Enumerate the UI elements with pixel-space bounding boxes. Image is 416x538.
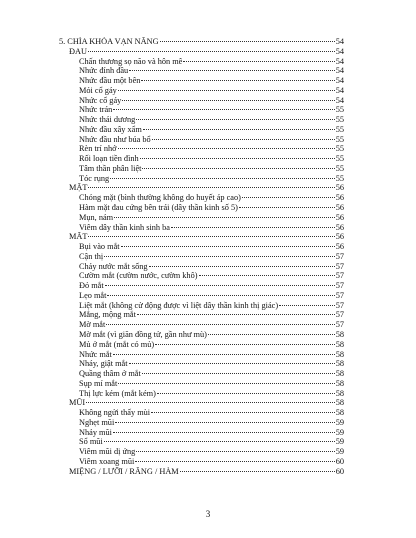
dot-leader — [122, 100, 334, 101]
toc-entry-label: MẮT — [69, 232, 88, 242]
toc-entry[interactable] — [59, 369, 344, 379]
toc-entry-label: Rèn trí nhớ — [79, 144, 117, 154]
toc-entry[interactable] — [59, 135, 344, 145]
toc-entry-label: Chóng mặt (bình thường không do huyết áp cao) — [79, 193, 241, 203]
toc-entry-label: Nhảy mũi — [79, 427, 112, 437]
toc-section-entry[interactable] — [59, 398, 344, 408]
dot-leader — [155, 344, 335, 345]
dot-leader — [88, 51, 335, 52]
toc-entry[interactable] — [59, 125, 344, 135]
toc-entry-page: 59 — [335, 427, 344, 437]
dot-leader — [141, 80, 334, 81]
toc-entry-page: 57 — [335, 281, 344, 291]
toc-entry-label: Mỏi cổ gáy — [79, 85, 117, 95]
toc-entry-label: MIỆNG / LƯỠI / RĂNG / HÀM — [69, 466, 179, 476]
toc-entry-label: Tóc rụng — [79, 173, 110, 183]
toc-entry-label: Nhức trán — [79, 105, 113, 115]
dot-leader — [142, 373, 335, 374]
toc-entry[interactable] — [59, 262, 344, 272]
toc-entry[interactable] — [59, 291, 344, 301]
toc-entry-label: Nghẹt mũi — [79, 417, 115, 427]
toc-entry-page: 57 — [335, 271, 344, 281]
toc-entry-page: 54 — [335, 46, 344, 56]
toc-entry-page: 55 — [335, 163, 344, 173]
toc-entry-label: Nhức đầu như búa bổ — [79, 134, 151, 144]
toc-entry-page: 55 — [335, 124, 344, 134]
toc-entry-page: 54 — [335, 66, 344, 76]
toc-entry-label: Hàm mặt đau cứng bên trái (dây thần kinh số 5) — [79, 203, 238, 213]
toc-entry-label: Tâm thần phân liệt — [79, 163, 142, 173]
toc-entry-page: 60 — [335, 456, 344, 466]
toc-entry-page: 58 — [335, 369, 344, 379]
dot-leader — [140, 158, 335, 159]
dot-leader — [149, 266, 335, 267]
toc-entry[interactable] — [59, 408, 344, 418]
toc-entry-page: 58 — [335, 388, 344, 398]
toc-entry-page: 55 — [335, 134, 344, 144]
dot-leader — [106, 324, 334, 325]
toc-entry-page: 56 — [335, 193, 344, 203]
dot-leader — [135, 461, 334, 462]
toc-entry-page: 59 — [335, 437, 344, 447]
toc-entry[interactable] — [59, 174, 344, 184]
dot-leader — [113, 354, 335, 355]
toc-entry[interactable] — [59, 86, 344, 96]
dot-leader — [242, 197, 335, 198]
dot-leader — [171, 227, 335, 228]
toc-entry-label: Cận thị — [79, 251, 104, 261]
toc-entry[interactable] — [59, 389, 344, 399]
toc-entry[interactable] — [59, 310, 344, 320]
toc-entry-label: 5. CHÌA KHÓA VẠN NĂNG — [59, 37, 159, 46]
toc-entry-label: Sổ mũi — [79, 437, 103, 447]
toc-entry-page: 54 — [335, 37, 344, 46]
toc-entry-label: Lẹo mắt — [79, 290, 107, 300]
table-of-contents — [59, 37, 344, 476]
toc-entry-label: MẶT — [69, 183, 88, 193]
toc-entry-page: 59 — [335, 447, 344, 457]
dot-leader — [129, 363, 335, 364]
dot-leader — [199, 275, 335, 276]
toc-entry-label: Nhức đầu một bên — [79, 76, 141, 86]
toc-entry[interactable] — [59, 281, 344, 291]
toc-entry-page: 55 — [335, 154, 344, 164]
toc-entry[interactable] — [59, 301, 344, 311]
dot-leader — [104, 256, 335, 257]
toc-entry[interactable] — [59, 144, 344, 154]
toc-entry-label: Nhức đỉnh đầu — [79, 66, 129, 76]
toc-entry-label: Mờ mắt — [79, 320, 106, 330]
toc-entry[interactable] — [59, 457, 344, 467]
toc-entry-label: Bụi vào mắt — [79, 242, 120, 252]
toc-entry-page: 55 — [335, 144, 344, 154]
toc-entry-page: 57 — [335, 290, 344, 300]
toc-entry[interactable] — [59, 252, 344, 262]
dot-leader — [114, 217, 335, 218]
toc-entry-page: 58 — [335, 398, 344, 408]
toc-entry[interactable] — [59, 242, 344, 252]
toc-entry-label: Viêm mũi dị ứng — [79, 447, 136, 457]
toc-entry-page: 54 — [335, 85, 344, 95]
toc-entry[interactable] — [59, 271, 344, 281]
toc-entry-page: 55 — [335, 173, 344, 183]
toc-entry[interactable] — [59, 66, 344, 76]
toc-section-entry[interactable] — [59, 47, 344, 57]
toc-entry-page: 58 — [335, 349, 344, 359]
toc-entry-page: 58 — [335, 339, 344, 349]
toc-entry-page: 57 — [335, 251, 344, 261]
toc-section-entry[interactable] — [59, 467, 344, 477]
toc-entry-label: Liệt mắt (không cử động được vì liệt dây thần kinh thị giác) — [79, 300, 279, 310]
toc-entry-page: 56 — [335, 222, 344, 232]
toc-entry[interactable] — [59, 115, 344, 125]
toc-entry[interactable] — [59, 359, 344, 369]
dot-leader — [118, 383, 334, 384]
toc-entry[interactable] — [59, 105, 344, 115]
toc-entry-page: 60 — [335, 466, 344, 476]
dot-leader — [118, 148, 335, 149]
toc-entry[interactable] — [59, 330, 344, 340]
toc-entry-label: ĐAU — [69, 46, 87, 56]
toc-entry-page: 56 — [335, 212, 344, 222]
toc-entry-page: 57 — [335, 300, 344, 310]
toc-entry-page: 54 — [335, 76, 344, 86]
toc-entry-page: 55 — [335, 105, 344, 115]
page-number: 3 — [205, 509, 211, 519]
dot-leader — [107, 295, 334, 296]
dot-leader — [115, 422, 334, 423]
toc-entry[interactable] — [59, 379, 344, 389]
toc-entry[interactable] — [59, 76, 344, 86]
toc-entry[interactable] — [59, 223, 344, 233]
dot-leader — [110, 178, 335, 179]
toc-entry-page: 58 — [335, 408, 344, 418]
toc-entry-label: MŨI — [69, 398, 86, 408]
toc-entry-label: Nhức đầu xây xẩm — [79, 124, 142, 134]
toc-entry-page: 57 — [335, 320, 344, 330]
toc-entry[interactable] — [59, 428, 344, 438]
toc-entry-page: 58 — [335, 329, 344, 339]
toc-entry[interactable] — [59, 437, 344, 447]
toc-entry-label: Viêm xoang mũi — [79, 456, 135, 466]
toc-entry-page: 58 — [335, 359, 344, 369]
dot-leader — [88, 236, 334, 237]
toc-entry[interactable] — [59, 340, 344, 350]
toc-entry-label: Cườm mắt (cườm nước, cườm khô) — [79, 271, 198, 281]
dot-leader — [157, 393, 335, 394]
toc-entry-page: 58 — [335, 378, 344, 388]
dot-leader — [104, 441, 335, 442]
dot-leader — [113, 432, 335, 433]
dot-leader — [183, 61, 334, 62]
toc-entry-label: Nháy, giật mắt — [79, 359, 128, 369]
dot-leader — [136, 119, 334, 120]
dot-leader — [208, 334, 335, 335]
toc-entry[interactable] — [59, 193, 344, 203]
dot-leader — [279, 305, 335, 306]
toc-entry-label: Rối loạn tiền đình — [79, 154, 139, 164]
dot-leader — [86, 402, 335, 403]
toc-entry[interactable] — [59, 96, 344, 106]
toc-entry-label: Mụn, nám — [79, 212, 114, 222]
toc-entry-label: Nhức mắt — [79, 349, 112, 359]
toc-entry-page: 59 — [335, 417, 344, 427]
toc-entry-label: Thị lực kém (mắt kém) — [79, 388, 156, 398]
toc-entry[interactable] — [59, 213, 344, 223]
toc-entry-label: Quầng thâm ở mắt — [79, 369, 141, 379]
toc-entry[interactable] — [59, 447, 344, 457]
dot-leader — [118, 90, 335, 91]
toc-entry-page: 55 — [335, 115, 344, 125]
dot-leader — [143, 129, 335, 130]
toc-entry[interactable] — [59, 57, 344, 67]
toc-entry-label: Mắng, mộng mắt — [79, 310, 136, 320]
toc-entry-label: Chấn thương sọ não và hôn mê — [79, 56, 183, 66]
dot-leader — [180, 471, 335, 472]
dot-leader — [136, 451, 334, 452]
dot-leader — [151, 412, 335, 413]
toc-entry-page: 57 — [335, 261, 344, 271]
toc-entry-label: Không ngửi thấy mùi — [79, 408, 151, 418]
toc-entry-page: 56 — [335, 232, 344, 242]
toc-entry-label: Chảy nước mắt sống — [79, 261, 148, 271]
dot-leader — [113, 109, 334, 110]
toc-entry[interactable] — [59, 203, 344, 213]
dot-leader — [239, 207, 335, 208]
dot-leader — [121, 246, 335, 247]
toc-entry-page: 54 — [335, 56, 344, 66]
toc-entry-label: Viêm dây thần kinh sinh ba — [79, 222, 170, 232]
dot-leader — [105, 285, 335, 286]
dot-leader — [137, 314, 335, 315]
toc-entry-label: Mủ ở mắt (mắt có mủ) — [79, 339, 155, 349]
toc-entry[interactable] — [59, 154, 344, 164]
dot-leader — [88, 187, 334, 188]
toc-entry-page: 56 — [335, 183, 344, 193]
toc-entry[interactable] — [59, 418, 344, 428]
dot-leader — [160, 41, 335, 42]
toc-entry[interactable] — [59, 320, 344, 330]
toc-section-entry[interactable] — [59, 183, 344, 193]
toc-entry-label: Đỏ mắt — [79, 281, 104, 291]
toc-section-entry[interactable] — [59, 232, 344, 242]
toc-entry-page: 56 — [335, 242, 344, 252]
toc-entry-label: Nhức thái dương — [79, 115, 136, 125]
toc-entry-label: Sụp mí mắt — [79, 378, 118, 388]
toc-entry[interactable] — [59, 350, 344, 360]
dot-leader — [142, 168, 334, 169]
toc-entry-page: 54 — [335, 95, 344, 105]
toc-entry-page: 56 — [335, 203, 344, 213]
dot-leader — [129, 70, 335, 71]
toc-entry-label: Mờ mắt (vì giãn đồng tử, gần như mù) — [79, 329, 207, 339]
toc-entry[interactable] — [59, 164, 344, 174]
toc-entry-page: 57 — [335, 310, 344, 320]
toc-section-entry[interactable] — [59, 37, 344, 47]
dot-leader — [152, 139, 335, 140]
toc-entry-label: Nhức cổ gáy — [79, 95, 122, 105]
